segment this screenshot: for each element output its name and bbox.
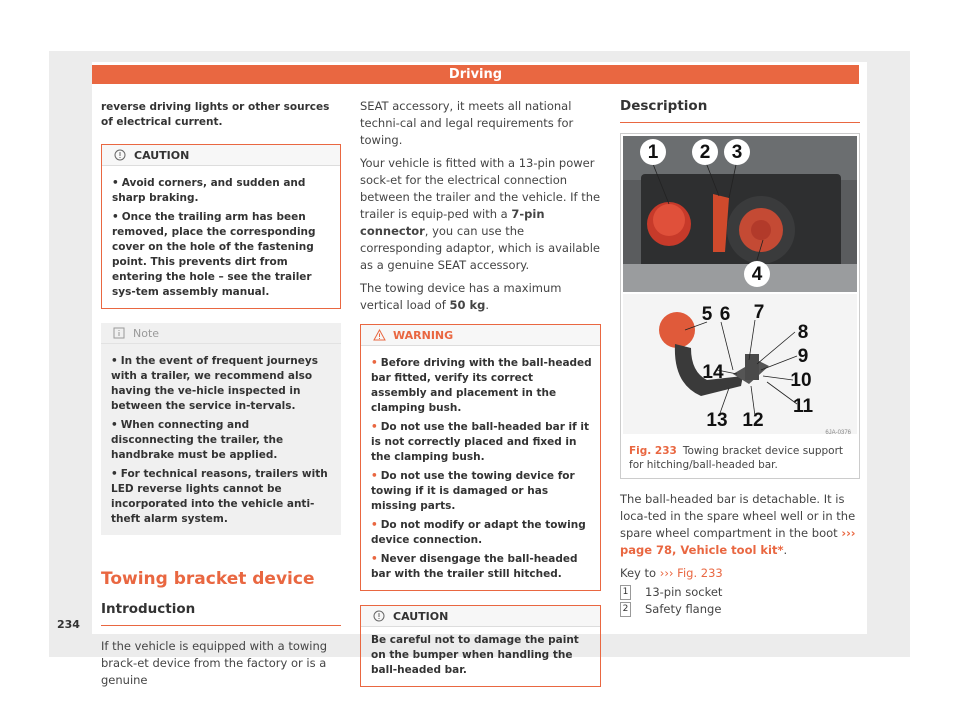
figure-label: 8 — [797, 322, 809, 343]
intro-continuation: reverse driving lights or other sources of electrical current. — [101, 101, 330, 128]
note-item: • When connecting and disconnecting the trailer, the handbrake must be applied. — [111, 419, 284, 461]
caution-header — [102, 145, 340, 166]
warning-body — [361, 346, 600, 590]
warning-item: • Never disengage the ball-headed bar with the trailer still hitched. — [371, 553, 578, 580]
warning-header — [361, 325, 600, 346]
key-prefix: Key to — [620, 566, 660, 580]
column-right — [620, 98, 860, 618]
figure-label: 7 — [753, 302, 765, 323]
warning-item: • Do not use the ball-headed bar if it is not correctly placed and fixed in the clamping bush. — [371, 421, 589, 463]
paragraph-2-text-end: , you can use the corresponding adaptor, which is available as a genuine SEAT accessory. — [360, 224, 600, 272]
figure-label: 10 — [790, 370, 812, 391]
key-text: Safety flange — [645, 602, 722, 616]
caution-box-2 — [360, 605, 601, 687]
key-number: 2 — [620, 602, 631, 617]
figure-label: 5 — [701, 304, 713, 325]
description-text-end: . — [783, 543, 788, 557]
page-number: 234 — [57, 618, 80, 631]
towing-bracket-illustration — [621, 134, 859, 438]
note-header — [101, 323, 341, 344]
page-header: Driving — [92, 65, 859, 84]
warning-triangle-icon — [371, 327, 387, 343]
figure-label: 2 — [699, 142, 711, 163]
figure-233 — [620, 133, 860, 479]
key-line — [620, 565, 860, 582]
caution-circle-icon — [371, 608, 387, 624]
paragraph-2 — [360, 155, 601, 274]
caution-item-text: Once the trailing arm has been removed, place the corresponding cover on the hole of the fastening point. This prevents dirt from entering the hole – see the trailer sys-tem assembly manual. — [112, 211, 316, 298]
caution-box — [101, 144, 341, 309]
column-left — [101, 100, 341, 695]
intro-paragraph: If the vehicle is equipped with a towing brack-et device from the factory or is a genuine — [101, 639, 328, 687]
vehicle-tool-kit-link[interactable]: ››› page 78, Vehicle tool kit* — [620, 526, 856, 557]
figure-number: Fig. 233 — [629, 445, 677, 457]
figure-233-link[interactable]: ››› Fig. 233 — [659, 566, 723, 580]
warning-title: WARNING — [393, 328, 454, 342]
warning-item: • Before driving with the ball-headed bar fitted, verify its correct assembly and placement in the clamping bush. — [371, 357, 592, 414]
figure-label: 13 — [706, 410, 728, 431]
paragraph-2-bold: 7-pin connector — [360, 207, 545, 238]
warning-item-text: Do not modify or adapt the towing device connection. — [371, 519, 586, 546]
paragraph-1: SEAT accessory, it meets all national techni-cal and legal requirements for towing. — [360, 99, 574, 147]
description-paragraph — [620, 491, 860, 559]
warning-item: • Do not use the towing device for towing if it is damaged or has missing parts. — [371, 470, 575, 512]
caution-item: • Once the trailing arm has been removed, place the corresponding cover on the hole of the fastening point. This prevents dirt from entering the hole – see the trailer sys-tem assembly manual. — [112, 211, 316, 298]
paragraph-3-bold: 50 kg — [449, 298, 486, 312]
paragraph-2-text: Your vehicle is fitted with a 13-pin power sock-et for the electrical connection between the trailer and the vehicle. If the trailer is equip-ped with a — [360, 156, 601, 221]
paragraph-3 — [360, 280, 601, 314]
figure-code: 6JA-0376 — [825, 430, 851, 436]
warning-item-text: Before driving with the ball-headed bar fitted, verify its correct assembly and placement in the clamping bush. — [371, 357, 592, 414]
column-middle — [360, 98, 601, 687]
figure-label: 1 — [647, 142, 659, 163]
caution-item-text: Avoid corners, and sudden and sharp braking. — [112, 177, 306, 204]
note-title: Note — [133, 326, 160, 340]
caution-item: • Avoid corners, and sudden and sharp braking. — [112, 177, 306, 204]
caution-2-header — [361, 606, 600, 627]
key-item — [620, 584, 860, 601]
manual-page — [92, 62, 867, 687]
warning-item-text: Do not use the towing device for towing if it is damaged or has missing parts. — [371, 470, 575, 512]
figure-label: 14 — [702, 362, 724, 383]
caution-2-body — [361, 627, 600, 686]
figure-label: 11 — [792, 396, 814, 417]
figure-label: 9 — [797, 346, 809, 367]
caution-2-text: Be careful not to damage the paint on the bumper when handling the ball-headed bar. — [371, 634, 579, 676]
caution-2-title: CAUTION — [393, 609, 449, 623]
caution-circle-icon — [112, 147, 128, 163]
warning-box — [360, 324, 601, 591]
note-item: • For technical reasons, trailers with LED reverse lights cannot be incorporated into the vehicle anti-theft alarm system. — [111, 468, 328, 525]
note-item: • In the event of frequent journeys with a trailer, we recommend also having the ve-hicle inspected in between the service in-tervals. — [111, 355, 318, 412]
caution-title: CAUTION — [134, 148, 190, 162]
warning-item-text: Do not use the ball-headed bar if it is not correctly placed and fixed in the clamping bush. — [371, 421, 589, 463]
warning-item: • Do not modify or adapt the towing device connection. — [371, 519, 586, 546]
paragraph-3-text: The towing device has a maximum vertical load of — [360, 281, 562, 312]
paragraph-3-text-end: . — [485, 298, 490, 312]
key-item — [620, 601, 860, 618]
figure-caption — [621, 438, 859, 478]
description-text: The ball-headed bar is detachable. It is loca-ted in the spare wheel well or in the spare wheel compartment in the boot — [620, 492, 856, 540]
key-number: 1 — [620, 585, 631, 600]
note-item-text: For technical reasons, trailers with LED reverse lights cannot be incorporated into the vehicle anti-theft alarm system. — [111, 468, 328, 525]
subsection-title: Introduction — [101, 601, 341, 626]
description-title: Description — [620, 98, 860, 123]
info-icon — [111, 325, 127, 341]
note-item-text: When connecting and disconnecting the trailer, the handbrake must be applied. — [111, 419, 284, 461]
warning-item-text: Never disengage the ball-headed bar with the trailer still hitched. — [371, 553, 578, 580]
note-item-text: In the event of frequent journeys with a trailer, we recommend also having the ve-hicle inspected in between the service in-tervals. — [111, 355, 318, 412]
figure-label: 6 — [719, 304, 731, 325]
key-text: 13-pin socket — [645, 585, 723, 599]
section-title: Towing bracket device — [101, 569, 315, 589]
note-box — [101, 323, 341, 535]
caution-body — [102, 166, 340, 308]
note-body — [101, 344, 341, 535]
figure-caption-text: Towing bracket device support for hitching/ball-headed bar. — [629, 445, 844, 471]
figure-label: 12 — [742, 410, 764, 431]
figure-label: 3 — [731, 142, 743, 163]
figure-label: 4 — [751, 264, 763, 285]
